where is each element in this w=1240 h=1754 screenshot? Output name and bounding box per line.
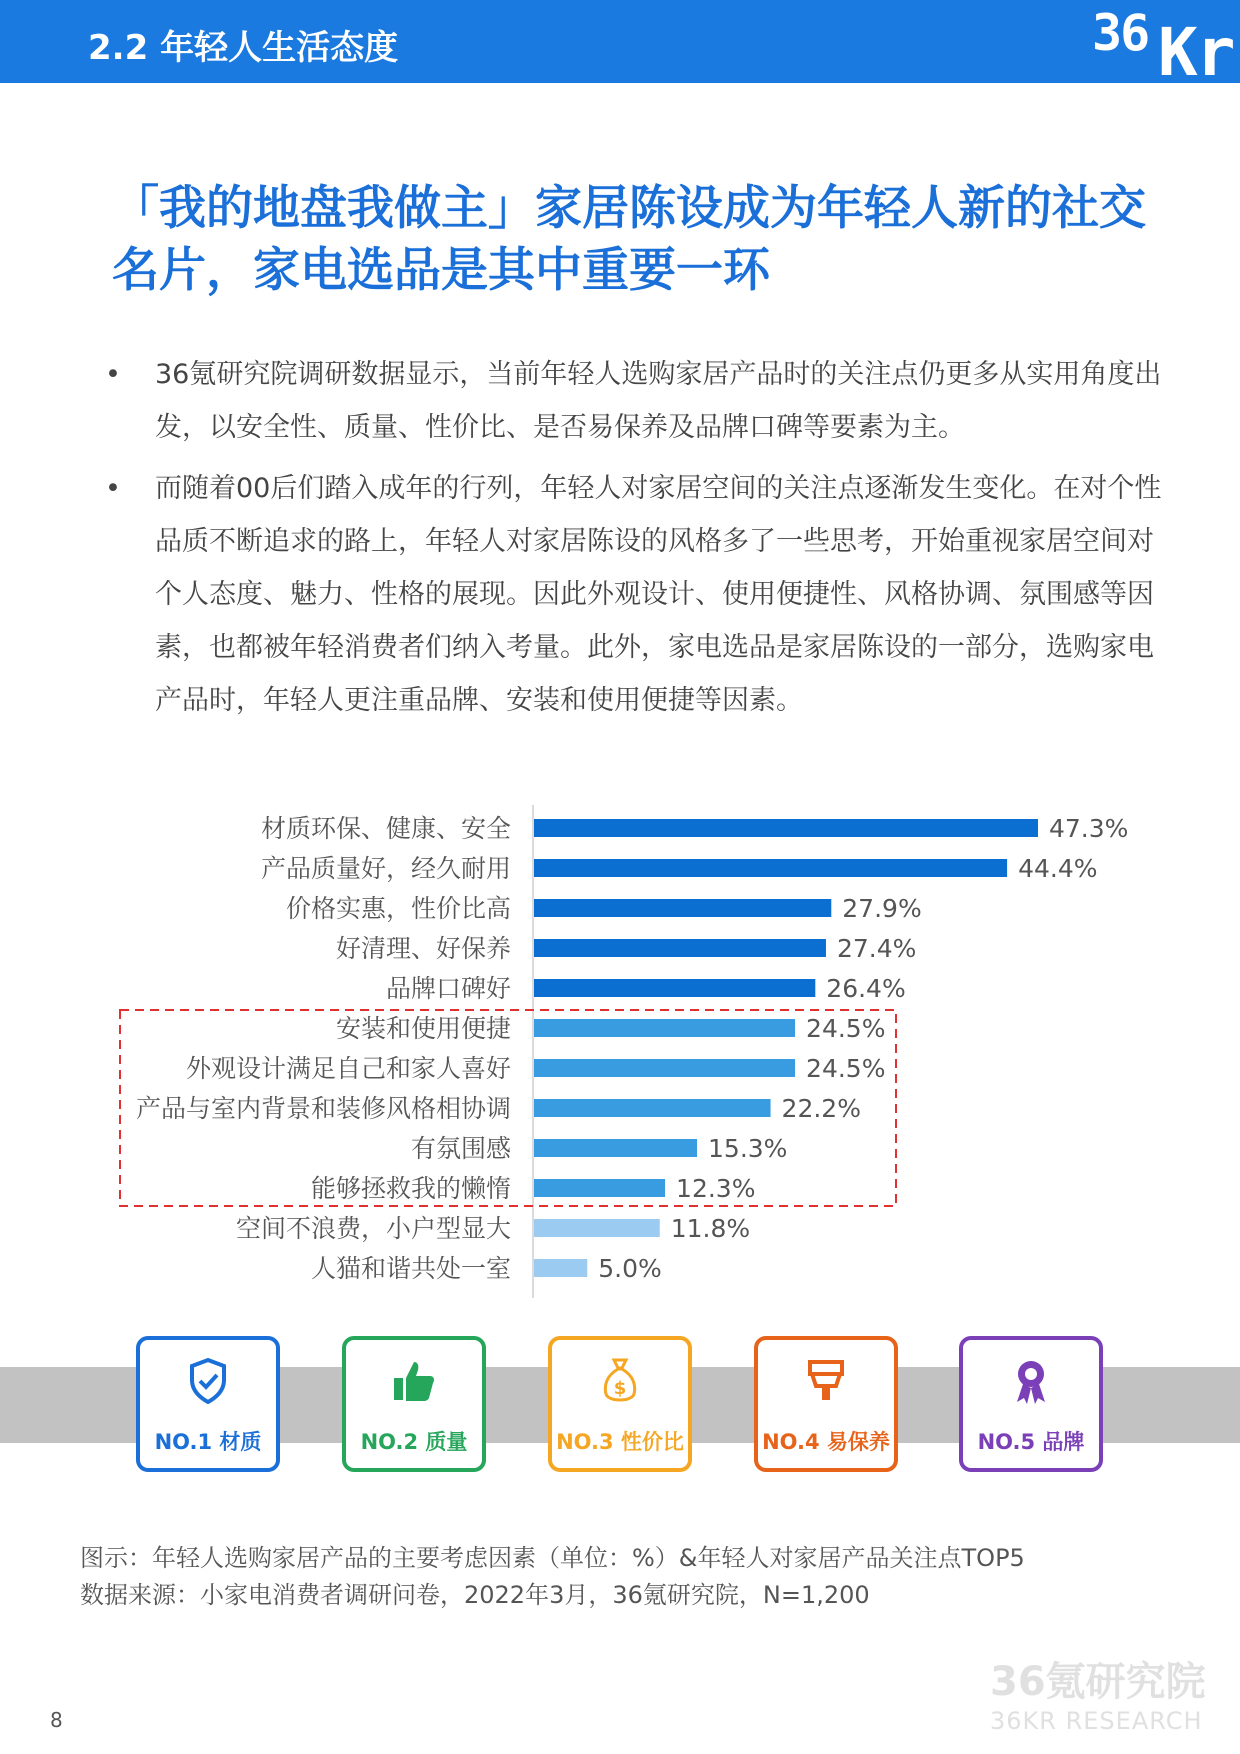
award-badge-icon [1003, 1356, 1059, 1406]
bullet-dot: • [105, 473, 121, 504]
value-label-6: 24.5% [806, 1054, 886, 1083]
watermark-en: 36KR RESEARCH [990, 1707, 1203, 1735]
bar-11 [534, 1259, 587, 1277]
category-label-6: 外观设计满足自己和家人喜好 [185, 1054, 511, 1083]
top5-card-4 [754, 1336, 898, 1472]
category-label-10: 空间不浪费，小户型显大 [235, 1214, 511, 1243]
bar-1 [534, 859, 1007, 877]
category-label-0: 材质环保、健康、安全 [260, 814, 511, 843]
shield-check-icon [180, 1356, 236, 1406]
cleaning-brush-icon [798, 1356, 854, 1406]
bullet-text: 36氪研究院调研数据显示，当前年轻人选购家居产品时的关注点仍更多从实用角度出发，以安全性、质量、性价比、是否易保养及品牌口碑等要素为主。 [155, 359, 1162, 443]
svg-text:$: $ [613, 1378, 627, 1399]
money-bag-icon [592, 1356, 648, 1406]
top5-card-5 [959, 1336, 1103, 1472]
bullet-item [105, 462, 1165, 727]
page-number: 8 [50, 1708, 63, 1732]
value-label-1: 44.4% [1018, 854, 1098, 883]
category-label-8: 有氛围感 [410, 1134, 511, 1163]
top5-label: NO.5 品牌 [977, 1430, 1085, 1454]
data-source: 数据来源：小家电消费者调研问卷，2022年3月，36氪研究院，N=1,200 [80, 1581, 870, 1609]
bullet-dot: • [105, 359, 121, 390]
bar-9 [534, 1179, 665, 1197]
section-title: 2.2 年轻人生活态度 [88, 28, 399, 68]
value-label-3: 27.4% [836, 934, 917, 963]
category-label-2: 价格实惠，性价比高 [285, 894, 511, 923]
category-label-7: 产品与室内背景和装修风格相协调 [135, 1094, 511, 1123]
bar-8 [534, 1139, 697, 1157]
bar-6 [534, 1059, 795, 1077]
category-label-11: 人猫和谐共处一室 [310, 1254, 511, 1283]
top5-label: NO.1 材质 [154, 1430, 262, 1454]
category-label-9: 能够拯救我的懒惰 [310, 1174, 511, 1203]
bar-0 [534, 819, 1038, 837]
bullet-item [105, 348, 1165, 454]
top5-card-1 [136, 1336, 280, 1472]
bar-chart-svg [0, 800, 1240, 1300]
36kr-logo: 36 Kr [1092, 4, 1234, 91]
top5-cards [0, 1336, 1240, 1470]
category-label-5: 安装和使用便捷 [335, 1014, 511, 1043]
header-bar [0, 0, 1240, 91]
bullet-text: 而随着00后们踏入成年的行列，年轻人对家居空间的关注点逐渐发生变化。在对个性品质不断追求的路上，年轻人对家居陈设的风格多了一些思考，开始重视家居空间对个人态度、魅力、性格的展现。因此外观设计、使用便捷性、风格协调、氛围感等因素，也都被年轻消费者们纳入考量。此外，家电选品是家居陈设的一部分，选购家电产品时，年轻人更注重品牌、安装和使用便捷等因素。 [155, 473, 1162, 716]
watermark [990, 1650, 1206, 1735]
bar-chart [0, 800, 1240, 1300]
watermark-cn: 36氪研究院 [990, 1659, 1206, 1705]
bar-5 [534, 1019, 795, 1037]
bar-3 [534, 939, 826, 957]
bar-2 [534, 899, 831, 917]
top5-label: NO.2 质量 [360, 1430, 468, 1454]
value-label-0: 47.3% [1049, 814, 1129, 843]
top5-card-2 [342, 1336, 486, 1472]
thumbs-up-icon [386, 1356, 442, 1406]
category-label-3: 好清理、好保养 [335, 934, 511, 963]
category-label-4: 品牌口碑好 [385, 974, 511, 1003]
bullet-list [105, 348, 1165, 735]
value-label-7: 22.2% [781, 1094, 861, 1123]
value-label-4: 26.4% [826, 974, 906, 1003]
bar-4 [534, 979, 815, 997]
value-label-9: 12.3% [676, 1174, 756, 1203]
value-label-5: 24.5% [806, 1014, 886, 1043]
value-label-11: 5.0% [598, 1254, 662, 1283]
top5-label: NO.3 性价比 [556, 1430, 684, 1454]
value-label-8: 15.3% [708, 1134, 788, 1163]
value-label-2: 27.9% [842, 894, 922, 923]
category-label-1: 产品质量好，经久耐用 [260, 854, 511, 883]
bar-7 [534, 1099, 771, 1117]
value-label-10: 11.8% [670, 1214, 751, 1243]
bar-10 [534, 1219, 660, 1237]
top5-card-3 [548, 1336, 692, 1472]
figure-caption: 图示：年轻人选购家居产品的主要考虑因素（单位：%）&年轻人对家居产品关注点TOP5 [80, 1544, 1025, 1572]
caption [80, 1540, 1025, 1614]
page-headline: 「我的地盘我做主」家居陈设成为年轻人新的社交名片，家电选品是其中重要一环 [112, 181, 1146, 298]
top5-label: NO.4 易保养 [762, 1430, 890, 1454]
